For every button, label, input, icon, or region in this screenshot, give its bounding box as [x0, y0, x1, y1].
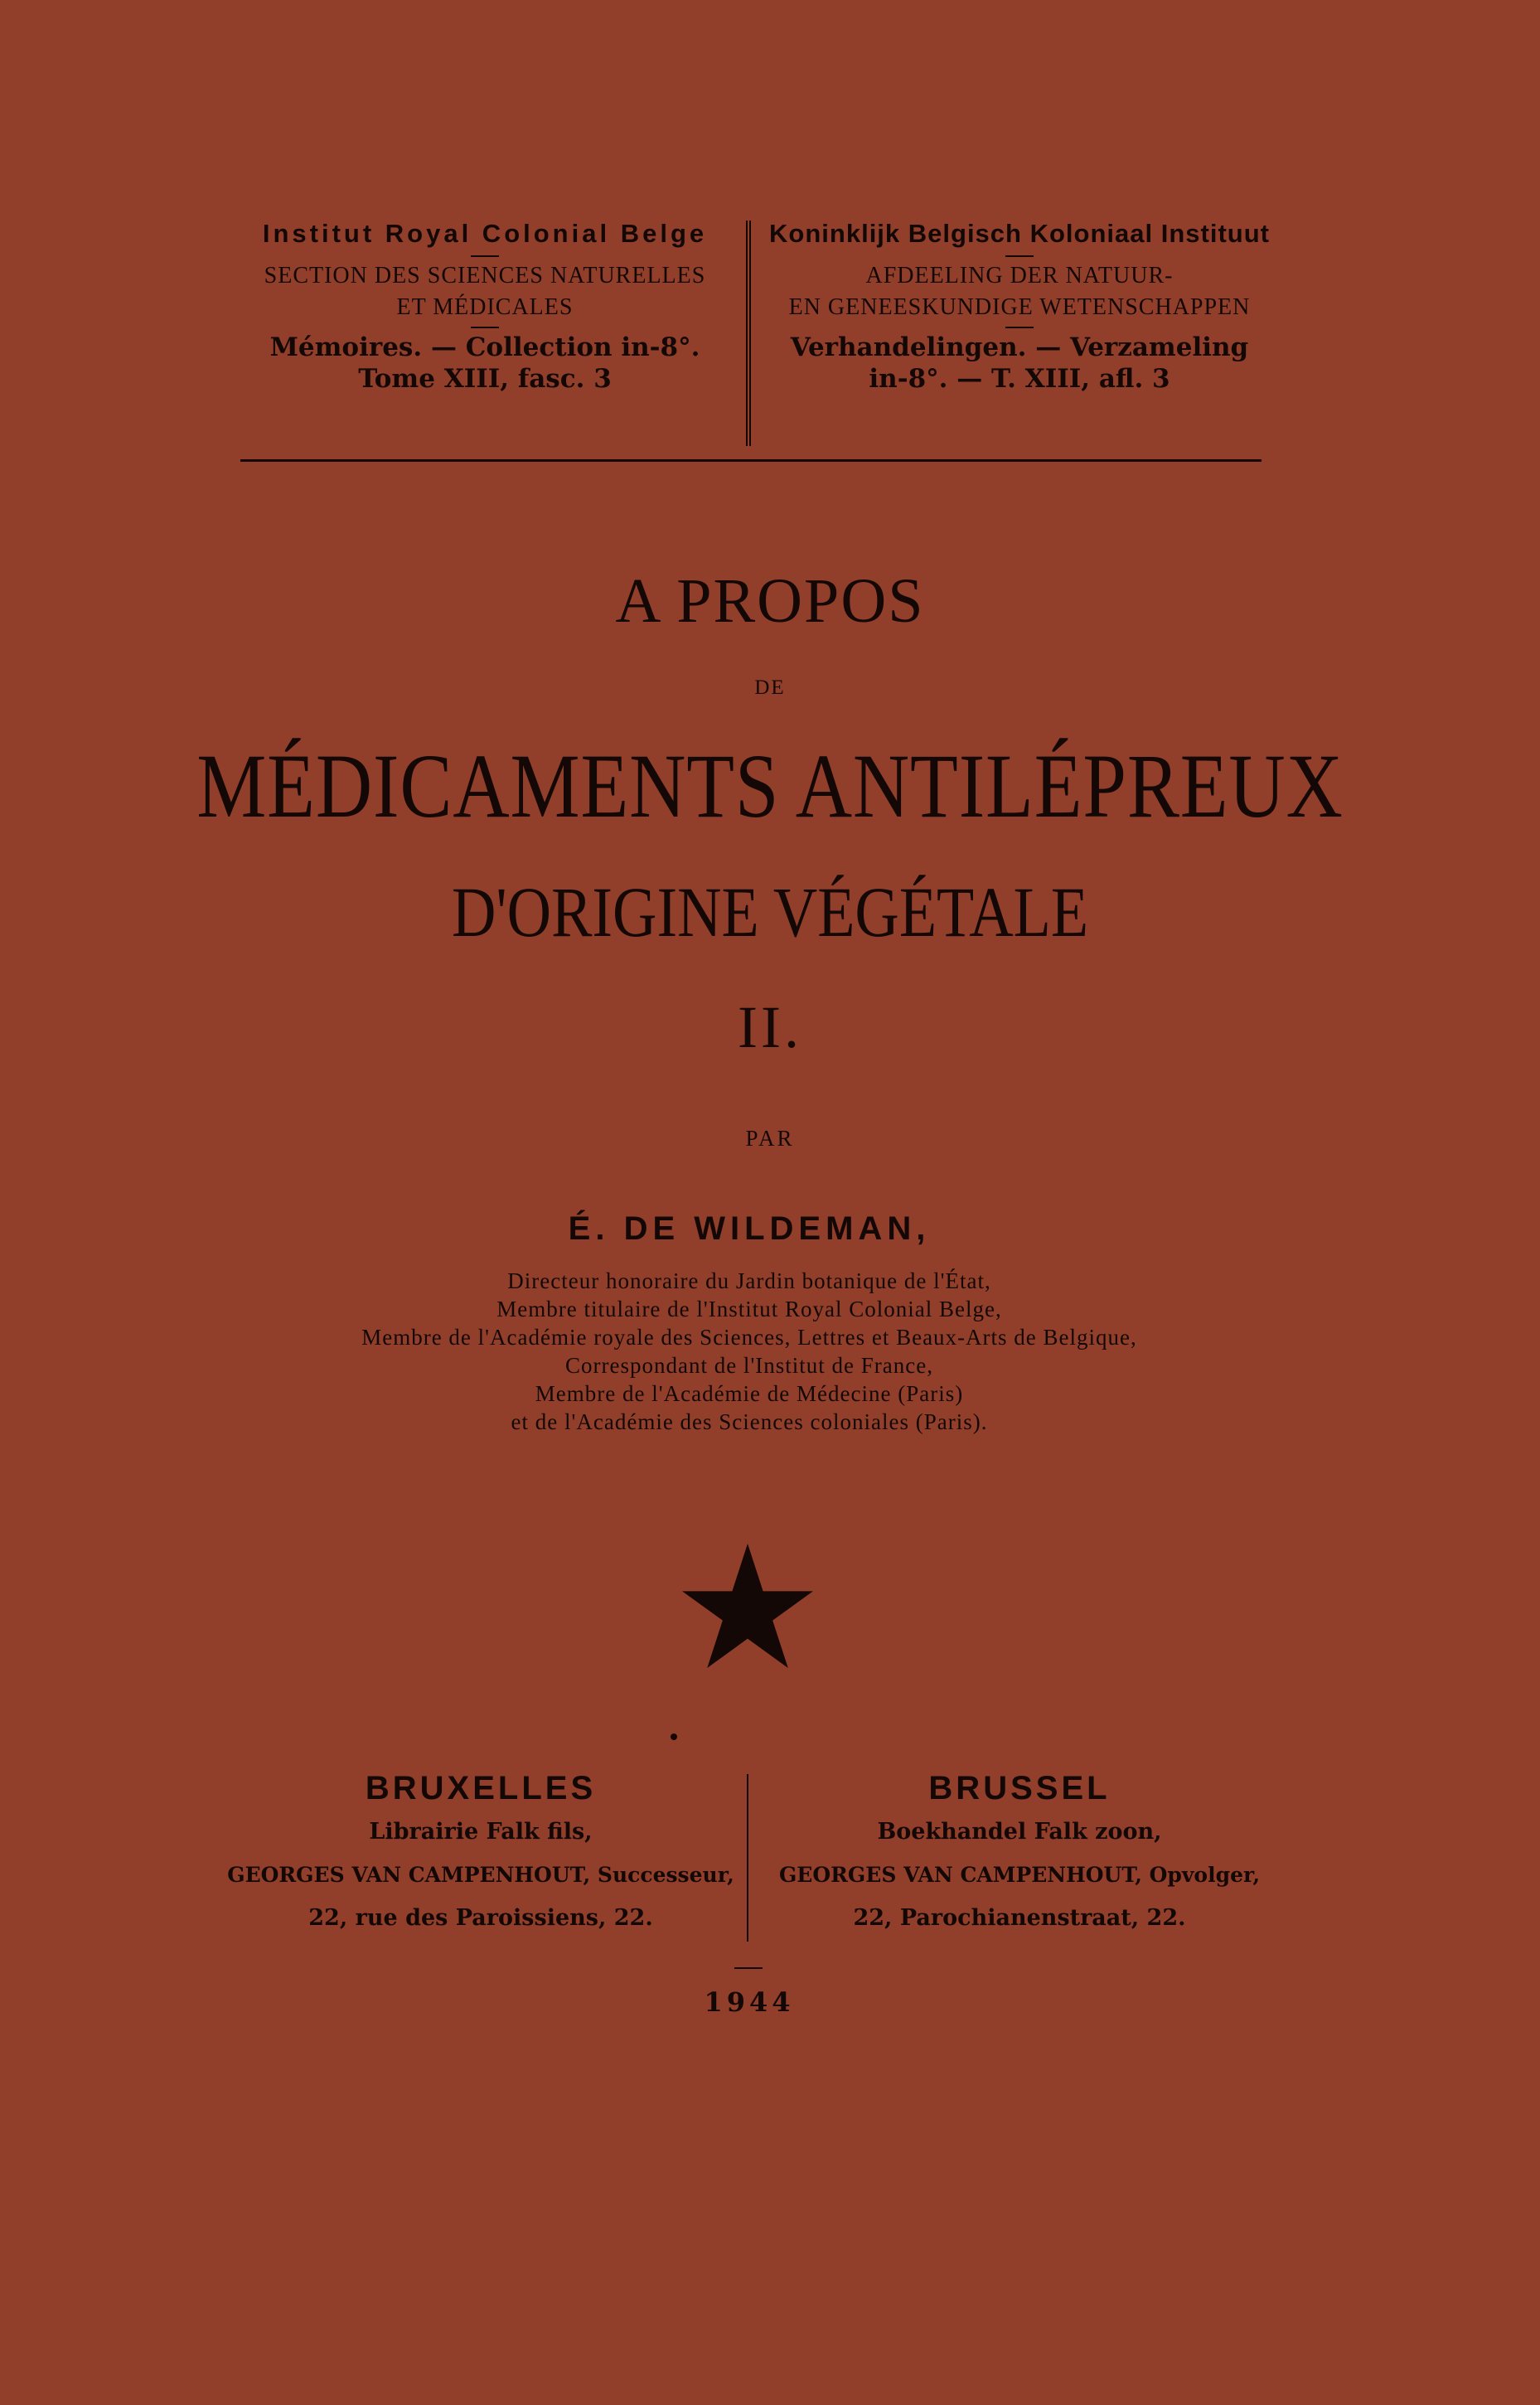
- publisher-shop-nl: Boekhandel Falk zoon,: [877, 1819, 1162, 1845]
- series-line-2-fr: Tome XIII, fasc. 3: [358, 364, 612, 394]
- header-dash: [1005, 255, 1034, 257]
- credential-line: Membre de l'Académie de Médecine (Paris): [535, 1381, 964, 1406]
- publication-year: 1944: [704, 1986, 795, 2018]
- publisher-left: [224, 1766, 738, 1940]
- publisher-shop-fr: Librairie Falk fils,: [369, 1819, 593, 1845]
- star-icon: [681, 1544, 814, 1668]
- publisher-city-nl: BRUSSEL: [928, 1770, 1111, 1806]
- publisher-address-fr: 22, rue des Paroissiens, 22.: [308, 1905, 653, 1931]
- author-credentials: [0, 1267, 1499, 1436]
- credential-line: Correspondant de l'Institut de France,: [564, 1353, 933, 1378]
- publisher-name-nl: [763, 1854, 1276, 1897]
- publisher-right: [763, 1766, 1276, 1940]
- publisher-role-nl: Opvolger,: [1149, 1863, 1261, 1887]
- series-line-1-nl: Verhandelingen. — Verzameling: [790, 332, 1249, 362]
- publisher-name-fr: [224, 1854, 738, 1897]
- publisher-role-fr: Successeur,: [597, 1863, 734, 1887]
- ornament-dot: [671, 1733, 677, 1740]
- header-right: [767, 216, 1272, 395]
- author-name: É. DE WILDEMAN,: [568, 1210, 931, 1247]
- section-line-2-nl: EN GENEESKUNDIGE WETENSCHAPPEN: [788, 294, 1251, 320]
- publisher-divider: [747, 1774, 748, 1942]
- credential-line: Directeur honoraire du Jardin botanique de l'État,: [507, 1268, 991, 1293]
- section-line-1-fr: SECTION DES SCIENCES NATURELLES: [264, 263, 706, 289]
- series-line-2-nl: in-8°. — T. XIII, afl. 3: [869, 364, 1170, 394]
- credential-line: Membre titulaire de l'Institut Royal Colonial Belge,: [496, 1297, 1002, 1321]
- credential-line: Membre de l'Académie royale des Sciences, Lettres et Beaux-Arts de Belgique,: [361, 1325, 1137, 1350]
- publisher-city-fr: BRUXELLES: [365, 1770, 597, 1806]
- publisher-owner-fr: GEORGES VAN CAMPENHOUT,: [227, 1863, 591, 1887]
- header-rule: [240, 459, 1262, 462]
- section-line-1-nl: AFDEELING DER NATUUR-: [865, 263, 1174, 289]
- publisher-address-nl: 22, Parochianenstraat, 22.: [853, 1905, 1186, 1931]
- title-line-1: A PROPOS: [615, 566, 925, 636]
- section-line-2-fr: ET MÉDICALES: [396, 294, 574, 320]
- title-main: MÉDICAMENTS ANTILÉPREUX: [196, 735, 1344, 836]
- header-left: [236, 216, 734, 395]
- volume-number: II.: [738, 994, 802, 1060]
- header-dash: [471, 327, 499, 328]
- credential-line: et de l'Académie des Sciences coloniales (Paris).: [511, 1409, 988, 1434]
- institute-name-fr: Institut Royal Colonial Belge: [262, 219, 708, 248]
- by-label: PAR: [745, 1126, 795, 1151]
- publisher-owner-nl: GEORGES VAN CAMPENHOUT,: [778, 1863, 1142, 1887]
- title-connector: DE: [754, 676, 786, 699]
- header-dash: [471, 255, 499, 257]
- institute-name-nl: Koninklijk Belgisch Koloniaal Instituut: [769, 219, 1270, 248]
- title-sub: D'ORIGINE VÉGÉTALE: [451, 872, 1089, 952]
- year-dash: [734, 1967, 763, 1969]
- series-line-1-fr: Mémoires. — Collection in-8°.: [269, 332, 700, 362]
- header-dash: [1005, 327, 1034, 328]
- header-divider: [746, 221, 751, 446]
